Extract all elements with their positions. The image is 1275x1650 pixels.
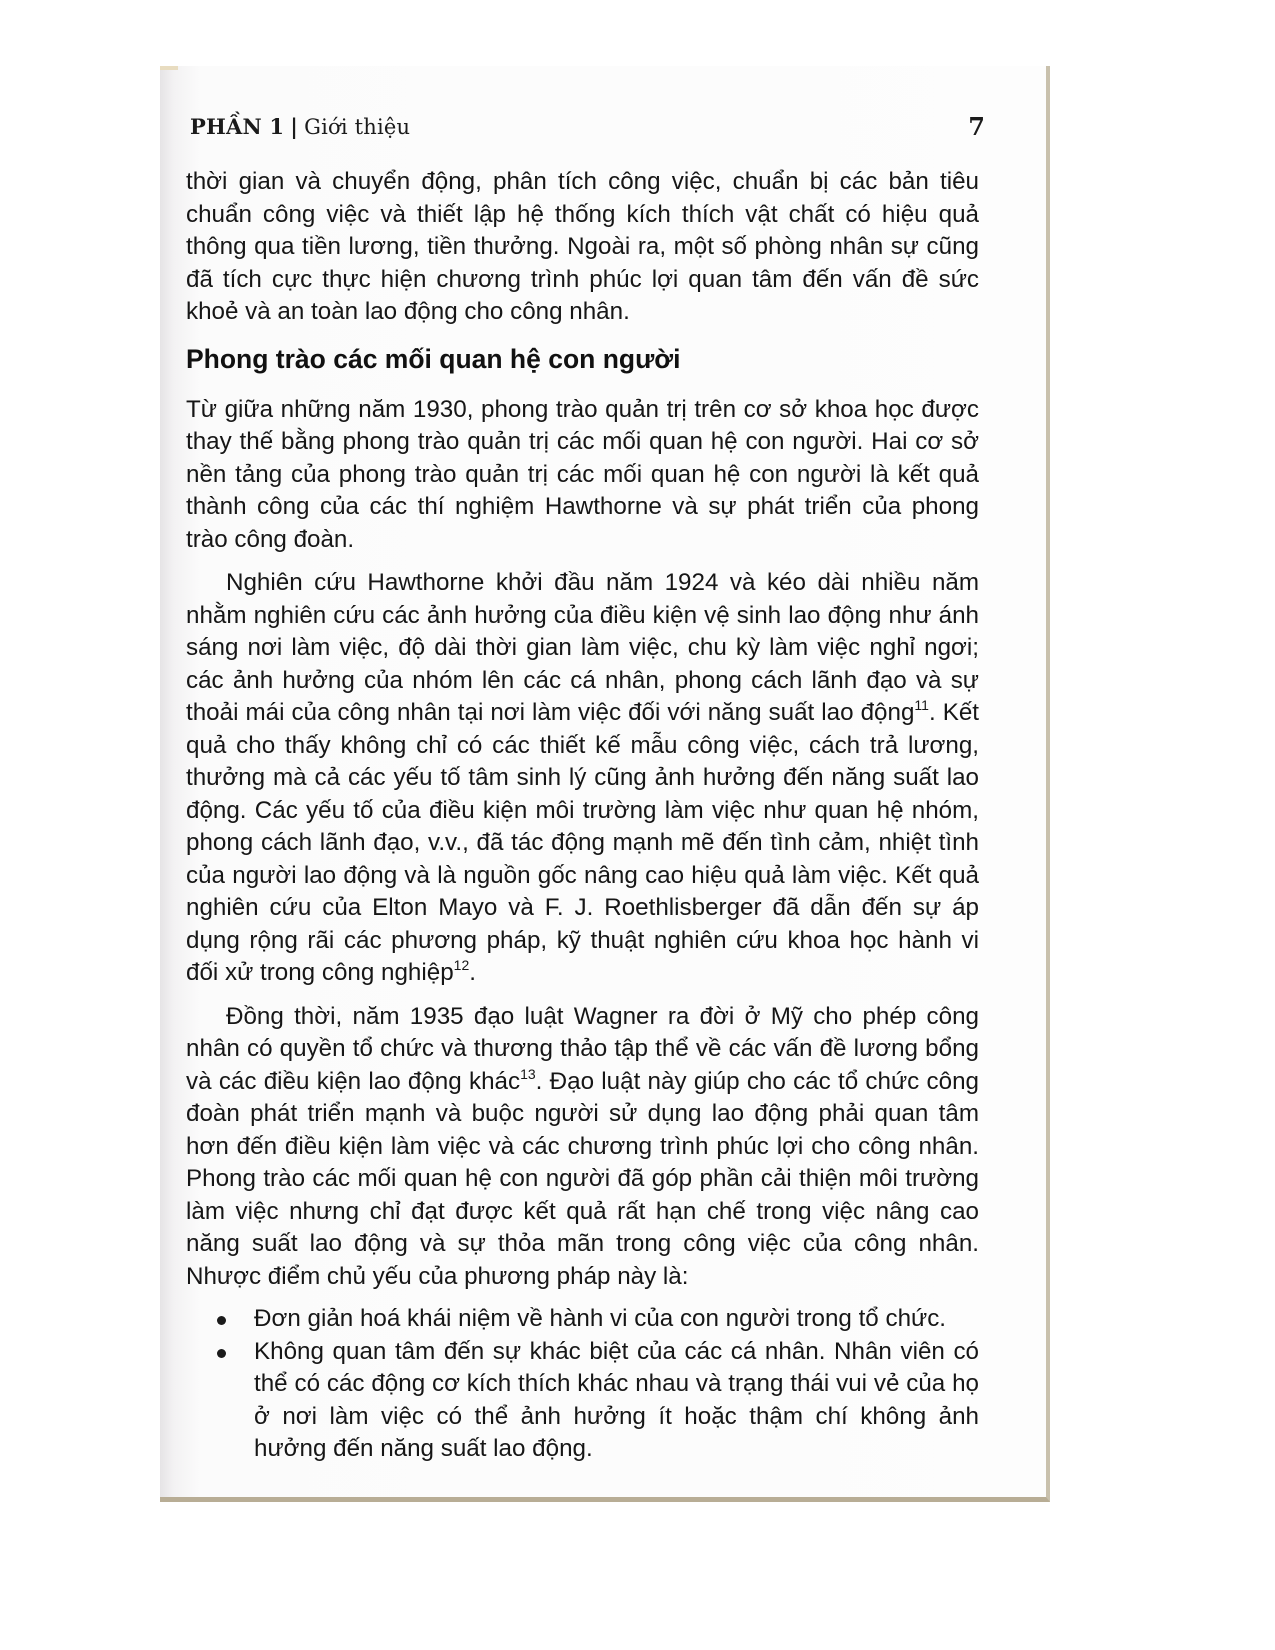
paragraph-hawthorne-text-a: Nghiên cứu Hawthorne khởi đầu năm 1924 và kéo dài nhiều năm nhằm nghiên cứu các ảnh hưởng của điều kiện vệ sinh lao động như ánh sáng nơi làm việc, độ dài thời gian làm việc, chu kỳ làm việc nghỉ ngơi; các ảnh hưởng của nhóm lên các cá nhân, phong cách lãnh đạo và sự thoải mái của công nhân tại nơi làm việc đối với năng suất lao động	[186, 569, 979, 726]
bullet-text: Đơn giản hoá khái niệm về hành vi của con người trong tổ chức.	[254, 1305, 947, 1332]
bullet-text: Không quan tâm đến sự khác biệt của các cá nhân. Nhân viên có thể có các động cơ kích thích khác nhau và trạng thái vui vẻ của họ ở nơi làm việc có thể ảnh hưởng ít hoặc thậm chí không ảnh hưởng đến năng suất lao động.	[254, 1337, 979, 1462]
book-page	[160, 66, 1050, 1502]
footnote-ref-13: 13	[520, 1065, 536, 1082]
paragraph-wagner-text-b: . Đạo luật này giúp cho các tổ chức công đoàn phát triển mạnh và buộc người sử dụng lao động phải quan tâm hơn đến điều kiện làm việc và các chương trình phúc lợi cho công nhân. Phong trào các mối quan hệ con người đã góp phần cải thiện môi trường làm việc nhưng chỉ đạt được kết quả rất hạn chế trong việc nâng cao năng suất lao động và sự thỏa mãn trong công việc của công nhân. Nhược điểm chủ yếu của phương pháp này là:	[186, 1067, 979, 1290]
paragraph-continued: thời gian và chuyển động, phân tích công việc, chuẩn bị các bản tiêu chuẩn công việc và thiết lập hệ thống kích thích vật chất có hiệu quả thông qua tiền lương, tiền thưởng. Ngoài ra, một số phòng nhân sự cũng đã tích cực thực hiện chương trình phúc lợi quan tâm đến vấn đề sức khoẻ và an toàn lao động cho công nhân.	[186, 168, 979, 325]
bullet-item	[254, 1303, 979, 1336]
paragraph-wagner-text-a: Đồng thời, năm 1935 đạo luật Wagner ra đời ở Mỹ cho phép công nhân có quyền tổ chức và thương thảo tập thể về các vấn đề lương bổng và các điều kiện lao động khác	[186, 1002, 979, 1095]
page-number: 7	[968, 112, 985, 141]
bullet-dot-icon	[217, 1316, 226, 1325]
paragraph-intro: Từ giữa những năm 1930, phong trào quản trị trên cơ sở khoa học được thay thế bằng phong trào quản trị các mối quan hệ con người. Hai cơ sở nền tảng của phong trào quản trị các mối quan hệ con người là kết quả thành công của các thí nghiệm Hawthorne và sự phát triển của phong trào công đoàn.	[186, 395, 979, 553]
paragraph-hawthorne	[186, 567, 979, 990]
section-title: Giới thiệu	[304, 115, 411, 139]
paragraph-hawthorne-text-c: .	[469, 959, 476, 986]
part-title	[190, 114, 410, 139]
footnote-ref-12: 12	[453, 957, 470, 973]
running-header	[190, 114, 1020, 154]
header-separator: |	[290, 114, 299, 139]
footnote-ref-11: 11	[914, 697, 929, 713]
section-heading: Phong trào các mối quan hệ con người	[186, 343, 681, 374]
part-label: PHẦN 1	[190, 114, 285, 139]
bullet-list	[186, 1303, 979, 1466]
paragraph-wagner	[186, 1001, 979, 1294]
paragraph-hawthorne-text-b: . Kết quả cho thấy không chỉ có các thiết kế mẫu công việc, cách trả lương, thưởng mà cả các yếu tố tâm sinh lý cũng ảnh hưởng đến năng suất lao động. Các yếu tố của điều kiện môi trường làm việc như quan hệ nhóm, phong cách lãnh đạo, v.v., đã tác động mạnh mẽ đến tình cảm, nhiệt tình của người lao động và là nguồn gốc nâng cao hiệu quả làm việc. Kết quả nghiên cứu của Elton Mayo và F. J. Roethlisberger đã dẫn đến sự áp dụng rộng rãi các phương pháp, kỹ thuật nghiên cứu khoa học hành vi đối xử trong công nghiệp	[186, 699, 979, 986]
bullet-item	[254, 1336, 979, 1466]
bullet-dot-icon	[217, 1349, 226, 1358]
body-text	[186, 166, 979, 1466]
